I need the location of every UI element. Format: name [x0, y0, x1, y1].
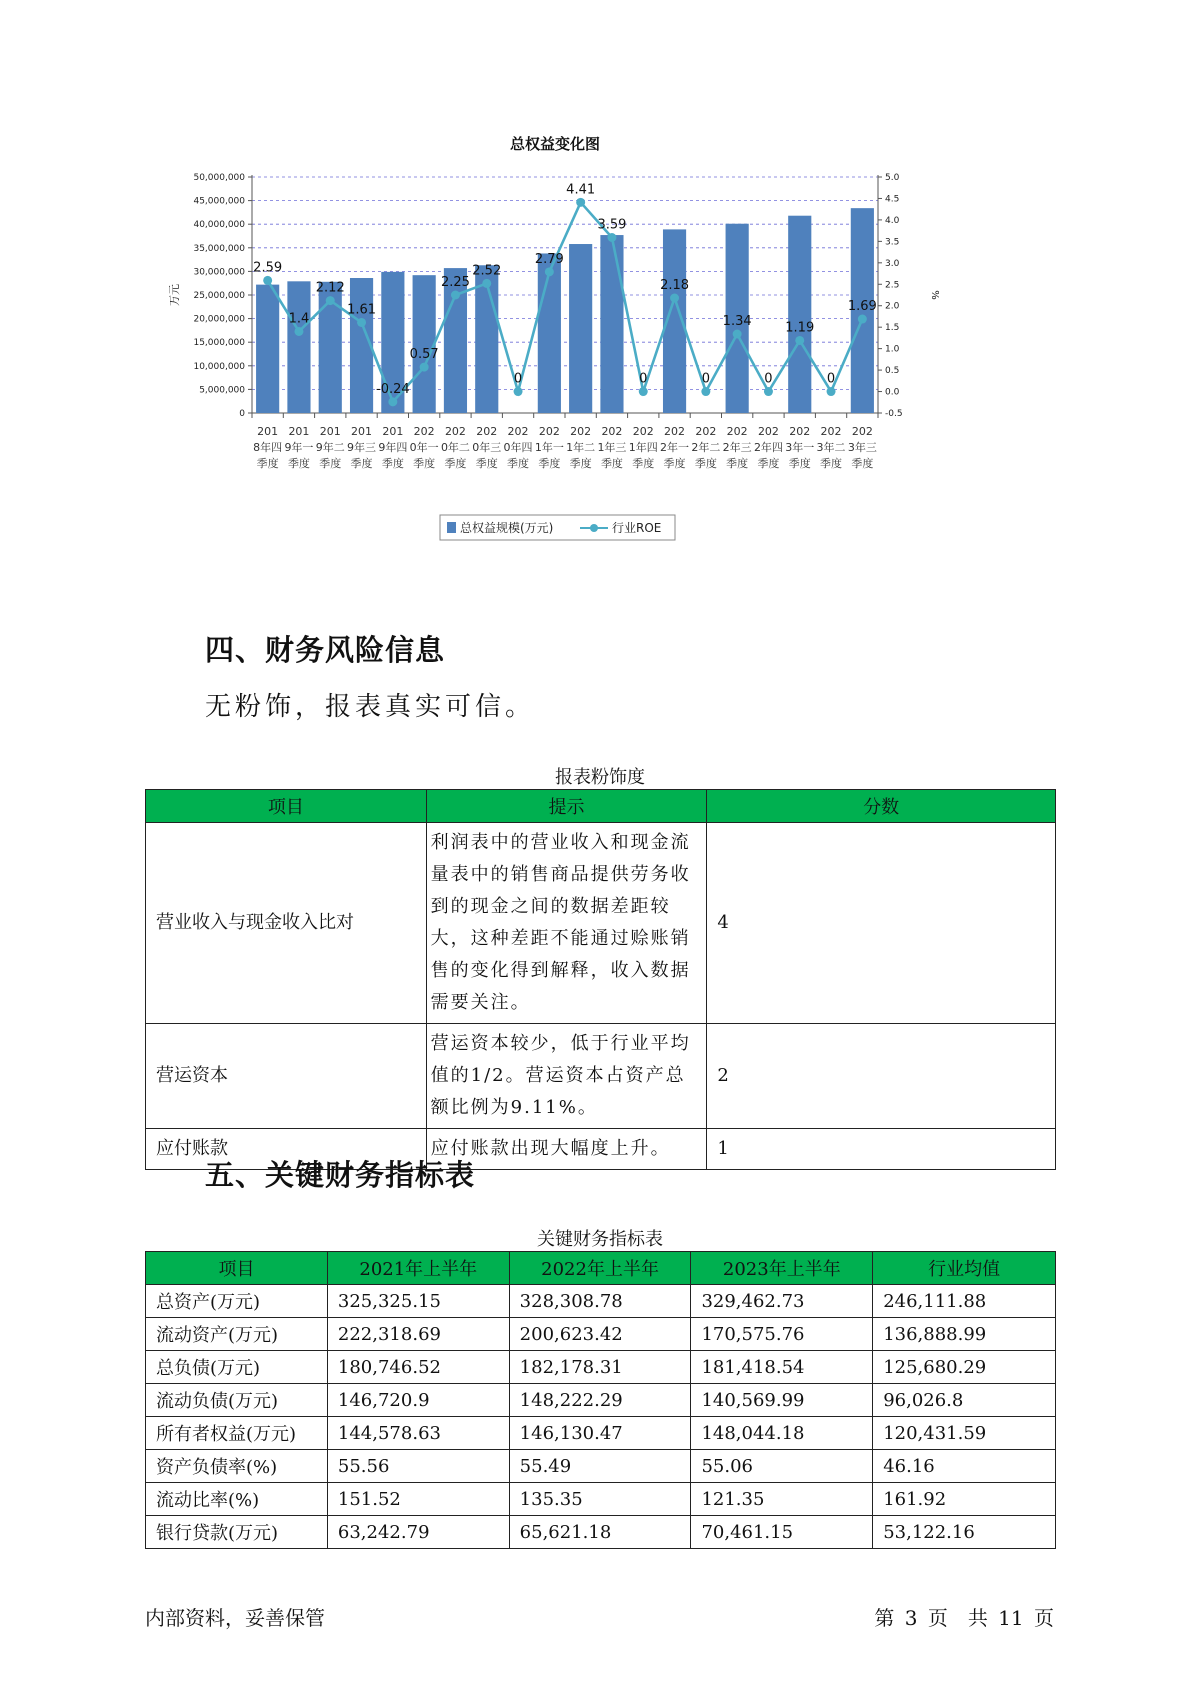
- indicator-value-cell: 151.52: [327, 1483, 509, 1516]
- bar: [600, 235, 623, 413]
- roe-data-label: 2.25: [440, 275, 470, 290]
- indicator-value-cell: 140,569.99: [691, 1384, 873, 1417]
- y-axis-tick-label: 50,000,000: [193, 173, 245, 183]
- legend-line-label: 行业ROE: [612, 521, 662, 535]
- table-row: [146, 1285, 1056, 1318]
- indicator-value-cell: 200,623.42: [509, 1318, 691, 1351]
- risk-table-caption: 报表粉饰度: [555, 767, 645, 788]
- column-header: 项目: [146, 790, 427, 823]
- indicator-name-cell: 流动资产(万元): [146, 1318, 328, 1351]
- indicator-value-cell: 181,418.54: [691, 1351, 873, 1384]
- y2-axis-tick-label: 1.5: [885, 323, 900, 334]
- y2-axis-tick-label: 1.0: [885, 344, 900, 355]
- roe-point: [482, 279, 491, 288]
- roe-point: [388, 397, 397, 406]
- indicator-name-cell: 总负债(万元): [146, 1351, 328, 1384]
- roe-data-label: 1.4: [288, 311, 310, 327]
- x-axis-category-label: 202 2年四季度: [753, 425, 783, 470]
- bar: [788, 216, 811, 413]
- y2-axis-tick-label: 0.0: [885, 387, 900, 398]
- roe-point: [576, 198, 585, 207]
- roe-data-label: 1.19: [785, 320, 815, 336]
- column-header: 2021年上半年: [327, 1252, 509, 1285]
- x-axis-category-label: 202 3年一季度: [785, 425, 815, 470]
- indicator-value-cell: 170,575.76: [691, 1318, 873, 1351]
- roe-point: [607, 233, 616, 242]
- indicator-value-cell: 161.92: [873, 1483, 1056, 1516]
- y2-axis-tick-label: 5.0: [885, 173, 900, 183]
- x-axis-category-label: 202 1年一季度: [534, 425, 564, 470]
- x-axis-category-label: 201 9年四季度: [378, 425, 408, 470]
- risk-score: 2: [707, 1024, 1056, 1129]
- roe-point: [451, 291, 460, 300]
- indicator-value-cell: 144,578.63: [327, 1417, 509, 1450]
- footer-confidential-note: 内部资料，妥善保管: [145, 1606, 325, 1630]
- column-header: 2023年上半年: [691, 1252, 873, 1285]
- roe-data-label: 4.41: [566, 182, 596, 198]
- x-axis-category-label: 202 0年四季度: [503, 425, 533, 470]
- risk-item: 应付账款: [146, 1129, 427, 1170]
- y-axis-tick-label: 45,000,000: [193, 196, 245, 207]
- column-header: 项目: [146, 1252, 328, 1285]
- risk-score: 4: [707, 823, 1056, 1024]
- indicator-value-cell: 148,044.18: [691, 1417, 873, 1450]
- roe-data-label: 3.59: [597, 217, 627, 233]
- indicator-value-cell: 63,242.79: [327, 1516, 509, 1549]
- indicator-value-cell: 53,122.16: [873, 1516, 1056, 1549]
- indicator-value-cell: 55.49: [509, 1450, 691, 1483]
- section-heading-financial-risk: 四、财务风险信息: [205, 633, 446, 667]
- indicator-value-cell: 55.06: [691, 1450, 873, 1483]
- table-row: [146, 1417, 1056, 1450]
- indicator-name-cell: 流动负债(万元): [146, 1384, 328, 1417]
- indicator-value-cell: 46.16: [873, 1450, 1056, 1483]
- key-financial-indicators-table: [145, 1251, 1056, 1549]
- y-axis-title: 万元: [168, 284, 181, 306]
- y-axis-tick-label: 20,000,000: [193, 314, 245, 325]
- roe-point: [357, 318, 366, 327]
- roe-data-label: 0: [764, 371, 773, 387]
- roe-data-label: 2.59: [253, 260, 283, 276]
- y-axis-tick-label: 5,000,000: [199, 385, 245, 396]
- indicator-value-cell: 146,130.47: [509, 1417, 691, 1450]
- y-axis-tick-label: 10,000,000: [193, 361, 245, 372]
- column-header: 2022年上半年: [509, 1252, 691, 1285]
- table-row: [146, 1483, 1056, 1516]
- table-row: [146, 1450, 1056, 1483]
- roe-point: [858, 315, 867, 324]
- indicator-name-cell: 总资产(万元): [146, 1285, 328, 1318]
- page-number: 第 3 页 共 11 页: [874, 1606, 1054, 1630]
- y2-axis-tick-label: 2.5: [885, 280, 900, 291]
- table-row: [146, 1024, 1056, 1129]
- roe-data-label: 0: [826, 371, 836, 387]
- legend-line-marker: [590, 524, 598, 532]
- indicator-name-cell: 所有者权益(万元): [146, 1417, 328, 1450]
- indicator-value-cell: 246,111.88: [873, 1285, 1056, 1318]
- indicator-value-cell: 222,318.69: [327, 1318, 509, 1351]
- roe-data-label: 2.79: [534, 251, 564, 267]
- roe-data-label: 0: [639, 371, 648, 387]
- column-header: 分数: [707, 790, 1056, 823]
- risk-item: 营业收入与现金收入比对: [146, 823, 427, 1024]
- indicator-value-cell: 70,461.15: [691, 1516, 873, 1549]
- indicator-value-cell: 120,431.59: [873, 1417, 1056, 1450]
- roe-data-label: 1.69: [847, 299, 877, 315]
- y2-axis-tick-label: 0.5: [885, 366, 900, 377]
- x-axis-category-label: 202 2年三季度: [722, 425, 752, 470]
- x-axis-category-label: 202 0年一季度: [409, 425, 439, 470]
- roe-data-label: 2.52: [472, 263, 502, 279]
- table-row: [146, 1516, 1056, 1549]
- roe-point: [263, 276, 272, 285]
- y2-axis-tick-label: 2.0: [885, 301, 900, 312]
- roe-data-label: -0.24: [376, 381, 410, 397]
- y-axis-tick-label: 0: [239, 409, 245, 419]
- indicator-value-cell: 148,222.29: [509, 1384, 691, 1417]
- y-axis-tick-label: 25,000,000: [193, 291, 245, 301]
- x-axis-category-label: 202 2年二季度: [691, 425, 721, 470]
- indicator-name-cell: 银行贷款(万元): [146, 1516, 328, 1549]
- roe-point: [827, 387, 836, 396]
- bar: [538, 253, 561, 413]
- legend-bar-label: 总权益规模(万元): [460, 521, 554, 535]
- risk-hint: 利润表中的营业收入和现金流量表中的销售商品提供劳务收到的现金之间的数据差距较大，这种差距不能通过赊账销售的变化得到解释，收入数据需要关注。: [426, 823, 707, 1024]
- roe-point: [764, 387, 773, 396]
- roe-point: [545, 267, 554, 276]
- section-heading-key-indicators: 五、关键财务指标表: [205, 1158, 476, 1192]
- indicator-value-cell: 325,325.15: [327, 1285, 509, 1318]
- x-axis-category-label: 201 9年一季度: [284, 425, 314, 470]
- x-axis-category-label: 202 0年三季度: [472, 425, 502, 470]
- y2-axis-tick-label: 3.5: [885, 237, 900, 248]
- roe-data-label: 0: [701, 371, 710, 387]
- roe-point: [701, 387, 710, 396]
- x-axis-category-label: 202 3年二季度: [816, 425, 846, 470]
- y2-axis-tick-label: 4.5: [885, 194, 900, 205]
- bar: [256, 285, 279, 413]
- table-row: [146, 1384, 1056, 1417]
- roe-data-label: 1.61: [347, 302, 377, 318]
- column-header: 提示: [426, 790, 707, 823]
- roe-data-label: 1.34: [722, 314, 752, 330]
- y2-axis-title: %: [929, 290, 940, 300]
- indicator-value-cell: 146,720.9: [327, 1384, 509, 1417]
- roe-point: [420, 363, 429, 372]
- risk-hint: 营运资本较少，低于行业平均值的1/2。营运资本占资产总额比例为9.11%。: [426, 1024, 707, 1129]
- column-header: 行业均值: [873, 1252, 1056, 1285]
- indicator-value-cell: 182,178.31: [509, 1351, 691, 1384]
- indicator-value-cell: 96,026.8: [873, 1384, 1056, 1417]
- roe-point: [326, 296, 335, 305]
- roe-data-label: 2.18: [660, 278, 690, 294]
- x-axis-category-label: 202 1年四季度: [628, 425, 658, 470]
- roe-point: [795, 336, 804, 345]
- y2-axis-tick-label: -0.5: [885, 409, 903, 419]
- x-axis-category-label: 202 0年二季度: [440, 425, 470, 470]
- bar: [413, 275, 436, 413]
- risk-hint: 应付账款出现大幅度上升。: [426, 1129, 707, 1170]
- legend-bar-swatch: [447, 522, 456, 533]
- roe-point: [514, 387, 523, 396]
- indicator-name-cell: 流动比率(%): [146, 1483, 328, 1516]
- indicator-value-cell: 180,746.52: [327, 1351, 509, 1384]
- y-axis-tick-label: 15,000,000: [193, 338, 245, 349]
- equity-change-chart: [170, 135, 1040, 590]
- table-header-row: [146, 790, 1056, 823]
- x-axis-category-label: 202 1年二季度: [566, 425, 596, 470]
- indicator-value-cell: 121.35: [691, 1483, 873, 1516]
- bar: [569, 244, 592, 413]
- risk-item: 营运资本: [146, 1024, 427, 1129]
- table-row: [146, 1351, 1056, 1384]
- roe-point: [733, 330, 742, 339]
- bar: [287, 281, 310, 413]
- table-row: [146, 823, 1056, 1024]
- indicator-value-cell: 125,680.29: [873, 1351, 1056, 1384]
- y-axis-tick-label: 30,000,000: [193, 267, 245, 278]
- roe-point: [639, 387, 648, 396]
- indicator-value-cell: 135.35: [509, 1483, 691, 1516]
- roe-data-label: 0: [513, 371, 523, 387]
- x-axis-category-label: 202 3年三季度: [847, 425, 877, 470]
- roe-data-label: 0.57: [409, 347, 439, 363]
- roe-point: [670, 294, 679, 303]
- roe-point: [294, 327, 303, 336]
- indicator-value-cell: 328,308.78: [509, 1285, 691, 1318]
- indicator-value-cell: 136,888.99: [873, 1318, 1056, 1351]
- x-axis-category-label: 201 9年三季度: [347, 425, 377, 470]
- kpi-table-caption: 关键财务指标表: [537, 1229, 663, 1250]
- window-dressing-table: [145, 789, 1056, 1170]
- indicator-value-cell: 329,462.73: [691, 1285, 873, 1318]
- chart-title: 总权益变化图: [509, 135, 601, 153]
- table-row: [146, 1318, 1056, 1351]
- table-header-row: [146, 1252, 1056, 1285]
- risk-conclusion-text: 无粉饰，报表真实可信。: [205, 692, 536, 722]
- y-axis-tick-label: 35,000,000: [193, 243, 245, 254]
- indicator-value-cell: 65,621.18: [509, 1516, 691, 1549]
- x-axis-category-label: 202 1年三季度: [597, 425, 627, 470]
- indicator-value-cell: 55.56: [327, 1450, 509, 1483]
- risk-score: 1: [707, 1129, 1056, 1170]
- roe-data-label: 2.12: [315, 280, 345, 296]
- x-axis-category-label: 201 8年四季度: [253, 425, 283, 470]
- y2-axis-tick-label: 4.0: [885, 215, 900, 226]
- indicator-name-cell: 资产负债率(%): [146, 1450, 328, 1483]
- x-axis-category-label: 202 2年一季度: [660, 425, 690, 470]
- x-axis-category-label: 201 9年二季度: [315, 425, 345, 470]
- y-axis-tick-label: 40,000,000: [193, 220, 245, 231]
- y2-axis-tick-label: 3.0: [885, 258, 900, 269]
